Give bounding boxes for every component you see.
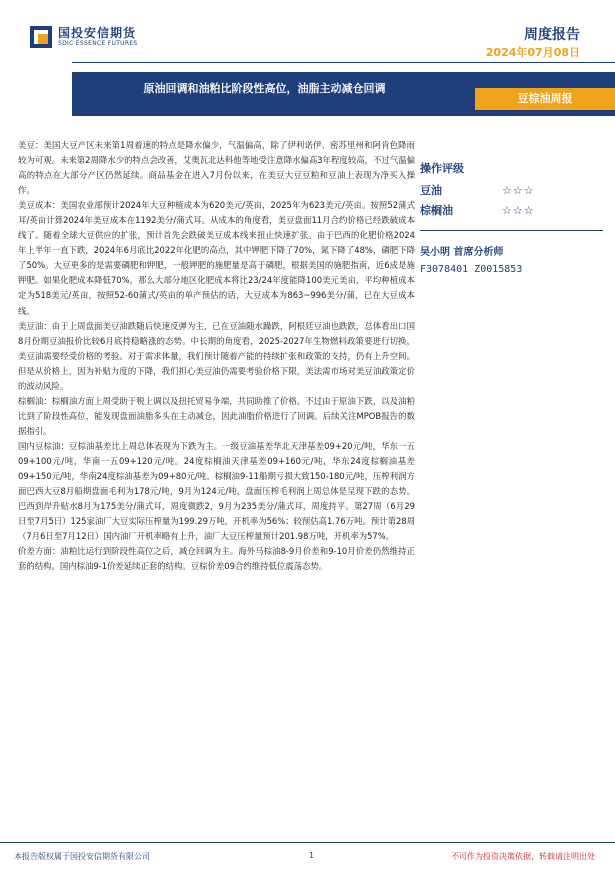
- copyright-notice: 本报告版权属于国投安信期货有限公司: [14, 852, 150, 861]
- header-divider: [72, 62, 615, 63]
- report-series-tag: 豆棕油周报: [475, 88, 615, 110]
- paragraph-palm-oil: 棕榈油：棕榈油方面上周受助于税上调以及扭托贸易争端，共同助推了价格。不过由于原油下跌，以及油粕比到了阶段性高位，能发现盘面油脂多头在主动减仓，因此油脂价格进行了回调。后续关注MPOB报告的数据指引。: [18, 395, 415, 436]
- sidebar-divider: [420, 230, 603, 231]
- rating-name: 棕榈油: [420, 204, 453, 217]
- rating-row-soyoil: [420, 180, 610, 200]
- sidebar: [420, 160, 610, 275]
- logo-name-en: SDIC ESSENCE FUTURES: [58, 40, 138, 47]
- report-date: 2024年07月08日: [485, 46, 580, 59]
- analyst-license: F3078401 Z0015853: [420, 264, 523, 275]
- footer-divider: [0, 842, 615, 843]
- paragraph-domestic-oils: 国内豆棕油：豆棕油基差比上周总体表现为下跌为主。一级豆油基差华北天津基差09+20元/吨，华东一五09+100元/吨，华南一五09+120元/吨。24度棕榈油天津基差09+160元/吨，华东24度棕榈油基差09+150元/吨，华南24度棕油基差为09+80元/吨。棕榈油9-11船期亏损大致150-180元/吨，压榨利润方面巴西大豆8月船期盘面毛利为178元/吨，9月为124元/吨，盘面压榨毛利润上周总体是呈现下跌的态势。巴西到岸升贴水8月为175美分/蒲式耳，周度微跌2，9月为235美分/蒲式耳，周度持平。第27周（6月29日至7月5日）125家油厂大豆实际压榨量为199.29万吨，开机率为56%；较预估高1.76万吨。预计第28周（7月6日至7月12日）国内油厂开机率略有上升，油厂大豆压榨量预计201.98万吨，开机率为57%。: [18, 440, 415, 542]
- rating-name: 豆油: [420, 184, 442, 197]
- star-rating-icon: ☆☆☆: [502, 203, 535, 217]
- logo-icon: [30, 26, 52, 48]
- star-rating-icon: ☆☆☆: [502, 183, 535, 197]
- paragraph-us-soyoil: 美豆油：由于上周盘面美豆油跌随后快速反弹为主，已在豆油随水躁跌，阿根廷豆油也跌跌，总体看出口国8月份期豆油报价比较6月底持稳略涨的态势。中长期的角度看，2025-2027年生物燃料政策要进行切换，美豆油需要经受价格的考验。对于需求体量，我们预计随着产能的持续扩张和政策的支持，仍有上升空间。但是从价格上，因为补贴力度的下降，我们担心美豆油仍需要考验价格下限，美法需市场对美豆油政策定价的波动风险。: [18, 320, 415, 391]
- paragraph-spreads: 价差方面：油粕比运行到阶段性高位之后，减仓回调为主。海外马棕油8-9月价差和9-10月价差仍然维持正套的结构。国内棕油9-1价差延续正套的结构。豆棕价差09合约维持低位震荡态势。: [18, 546, 415, 572]
- paragraph-us-soybean-cost: 美豆成本：美国农业部预计2024年大豆种植成本为620美元/英亩，2025年为623美元/英亩。按照52蒲式耳/英亩计算2024年美豆成本在1192美分/蒲式耳。从成本的角度看，美豆盘面11月合约价格已经跌破成本线了。随着全球大豆供应的扩张，预计首先会跌破美豆成本线来扭止快速扩张。由于巴西的化肥价格2024年上半年一直下跌，2024年6月底比2022年化肥的高点，其中钾肥下降了70%，氮下降了48%，磷肥下降了50%。大豆更多的是需要磷肥和钾肥，一般钾肥的施肥量是高于磷肥，根据美国的施肥指南，近6成是施钾肥。如果化肥成本降低70%，那么大部分地区化肥成本将比23/24年度能降100美元美亩，平均种植成本定为518美元/英亩，按照52-60蒲式/英亩的单产预估的话，大豆成本为863~996美分/蒲，已在大豆成本线。: [18, 200, 415, 316]
- company-logo: [30, 26, 138, 48]
- report-title: 原油回调和油粕比阶段性高位，油脂主动减仓回调: [143, 82, 386, 95]
- rating-row-palmoil: [420, 200, 610, 220]
- disclaimer-notice: 不可作为投资决策依据，转载请注明出处: [451, 852, 595, 861]
- page-number: 1: [309, 851, 315, 860]
- analyst-name: 吴小明 首席分析师: [420, 247, 504, 258]
- title-banner: [72, 72, 615, 116]
- paragraph-us-soybean: 美豆：美国大豆产区未来第1周着速的特点是降水偏少，气温偏高，除了伊利诺伊、密苏里州和阿肯色降雨较为可观。未来第2周降水少的特点会改善，艾奥瓦北达科他等地受注意降水偏高3年程度较高，不过气温偏高的特点在大部分产区仍然延续。商品基金在进入7月份以来，在美豆大豆豆粕和豆油上表现为净买入操作。: [18, 140, 415, 196]
- logo-name-cn: 国投安信期货: [58, 26, 137, 40]
- report-body: [18, 138, 415, 574]
- report-type: 周度报告: [524, 27, 580, 43]
- rating-title: 操作评级: [420, 162, 464, 175]
